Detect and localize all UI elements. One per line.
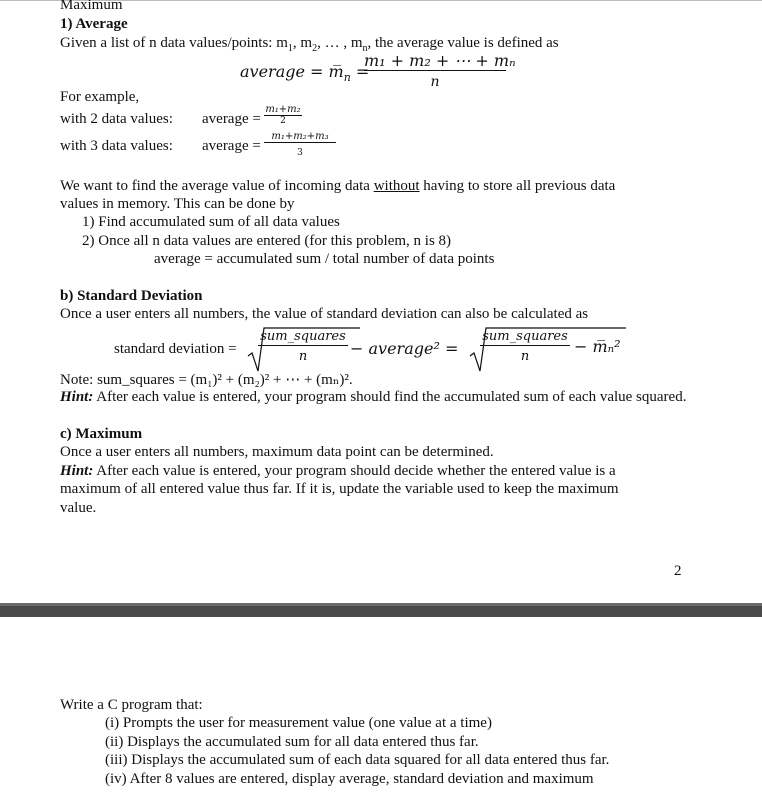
- maximum-hint-line1: Hint: After each value is entered, your program should decide whether the entered value is a: [60, 463, 616, 479]
- stddev-fraction-1: sum_squares n: [258, 329, 348, 365]
- example-2-label: with 2 data values:: [60, 111, 173, 127]
- stddev-fraction-2: sum_squares n: [480, 329, 570, 365]
- average-formula-fraction: [364, 51, 516, 90]
- example-3-fraction: m₁+m₂+m₃ 3: [264, 131, 336, 159]
- average-formula-numerator: m₁ + m₂ + ⋯ + mₙ: [364, 51, 516, 70]
- example-2-average: average =: [202, 111, 261, 127]
- stddev-intro: Once a user enters all numbers, the value of standard deviation can also be calculated as: [60, 306, 589, 322]
- maximum-hint-line2: maximum of all entered value thus far. If it is, update the variable used to keep the maximum: [60, 481, 619, 497]
- method-paragraph-line1: We want to find the average value of incoming data without having to store all previous data: [60, 178, 616, 194]
- stddev-label: standard deviation =: [114, 341, 237, 357]
- task-item: (i) Prompts the user for measurement value (one value at a time): [105, 715, 492, 731]
- maximum-intro: Once a user enters all numbers, maximum data point can be determined.: [60, 444, 494, 460]
- example-2-fraction: m₁+m₂ 2: [265, 104, 301, 126]
- section-stddev-title: b) Standard Deviation: [60, 288, 203, 304]
- stddev-minus-mean-squared: − m̅ₙ²: [574, 337, 621, 356]
- task-item: (ii) Displays the accumulated sum for all data entered thus far.: [105, 734, 479, 750]
- method-step-formula: average = accumulated sum / total number of data points: [154, 251, 495, 267]
- page-divider-highlight: [0, 603, 762, 606]
- method-step-2: 2) Once all n data values are entered (for this problem, n is 8): [82, 233, 452, 249]
- maximum-hint-line3: value.: [60, 500, 97, 516]
- task-item: (iv) After 8 values are entered, display average, standard deviation and maximum: [105, 771, 594, 787]
- example-3-average: average =: [202, 138, 261, 154]
- average-formula-denominator: n: [430, 74, 440, 90]
- top-heading: Maximum: [60, 0, 123, 13]
- task-lead: Write a C program that:: [60, 697, 203, 713]
- example-3-label: with 3 data values:: [60, 138, 173, 154]
- stddev-minus-average: − average² =: [350, 339, 459, 358]
- fraction-bar: [364, 70, 506, 71]
- section-average-title: 1) Average: [60, 16, 128, 32]
- page-number: 2: [674, 563, 682, 579]
- example-label: For example,: [60, 89, 140, 105]
- method-paragraph-line2: values in memory. This can be done by: [60, 196, 295, 212]
- average-formula-lhs: average = $m̅_n$ =: [240, 62, 370, 85]
- average-intro: Given a list of n data values/points: $m_1$, $m_2$, … , $m_n$, the average value is defined as: [60, 35, 559, 54]
- method-step-1: 1) Find accumulated sum of all data values: [82, 214, 340, 230]
- task-item: (iii) Displays the accumulated sum of each data squared for all data entered thus far.: [105, 752, 610, 768]
- stddev-note: Note: sum_squares = (m₁)² + (m₂)² + ⋯ + (mₙ)².: [60, 372, 353, 388]
- section-maximum-title: c) Maximum: [60, 426, 143, 442]
- stddev-hint: Hint: After each value is entered, your program should find the accumulated sum of each value squared.: [60, 389, 687, 405]
